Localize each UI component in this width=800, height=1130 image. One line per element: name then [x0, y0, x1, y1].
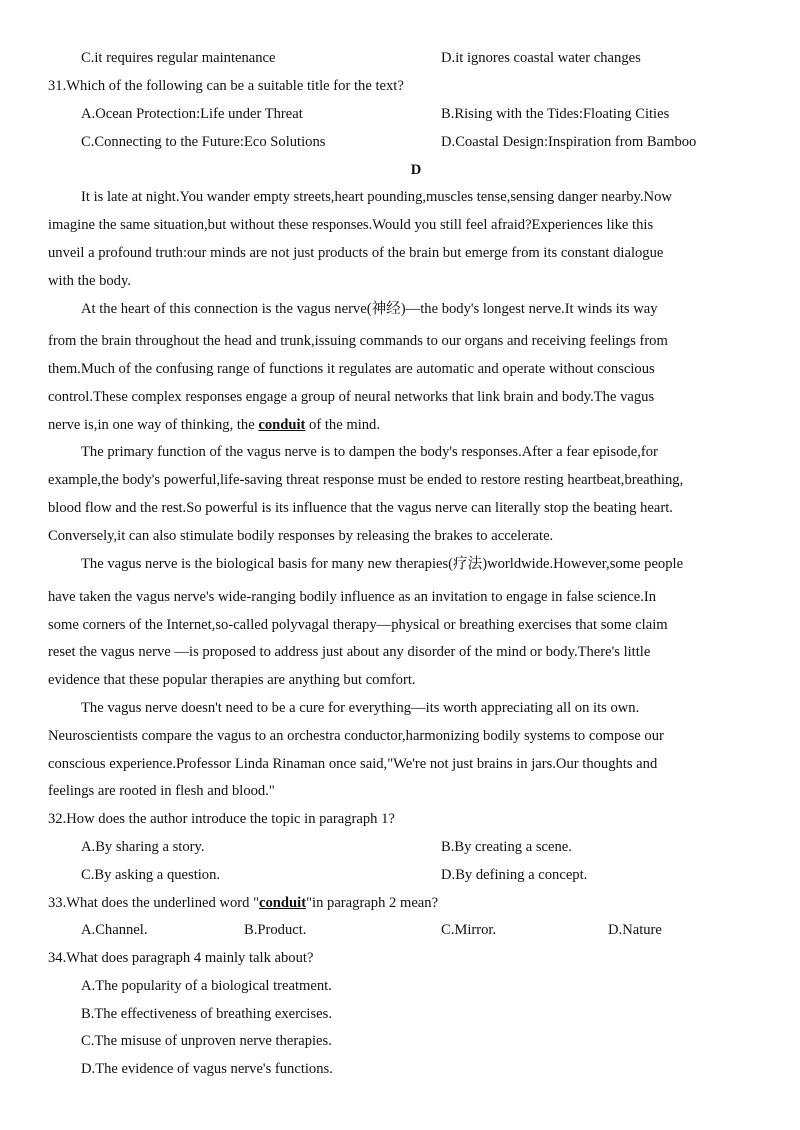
p2-text-after: of the mind. [305, 417, 380, 433]
q32-option-a: A.By sharing a story. [81, 839, 205, 855]
q33-question [48, 894, 438, 912]
q31-option-d: D.Coastal Design:Inspiration from Bamboo [441, 134, 697, 150]
q34-option-c: C.The misuse of unproven nerve therapies. [81, 1033, 332, 1049]
p4-line: some corners of the Internet,so-called polyvagal therapy—physical or breathing exercises that some claim [48, 617, 668, 633]
p1-line: unveil a profound truth:our minds are not just products of the brain but emerge from its constant dialogue [48, 245, 664, 261]
p2-line: from the brain throughout the head and trunk,issuing commands to our organs and receiving feelings from [48, 333, 668, 349]
q31-question: 31.Which of the following can be a suitable title for the text? [48, 78, 404, 94]
underlined-word-conduit: conduit [258, 417, 306, 433]
p1-line: imagine the same situation,but without these responses.Would you still feel afraid?Experiences like this [48, 217, 654, 233]
p3-line: example,the body's powerful,life-saving threat response must be ended to restore resting heartbeat,breathing, [48, 472, 684, 488]
p5-line: feelings are rooted in flesh and blood." [48, 783, 275, 799]
p3-line: The primary function of the vagus nerve is to dampen the body's responses.After a fear episode,for [81, 444, 658, 460]
p2-line: them.Much of the confusing range of functions it regulates are automatic and operate without conscious [48, 361, 655, 377]
q31-option-b: B.Rising with the Tides:Floating Cities [441, 106, 670, 122]
p5-line: The vagus nerve doesn't need to be a cure for everything—its worth appreciating all on its own. [81, 700, 640, 716]
q34-question: 34.What does paragraph 4 mainly talk about? [48, 950, 314, 966]
q33-option-d: D.Nature [608, 922, 662, 938]
p5-line: conscious experience.Professor Linda Rinaman once said,"We're not just brains in jars.Our thoughts and [48, 756, 658, 772]
q33-text-after: "in paragraph 2 mean? [306, 895, 439, 911]
p1-line: It is late at night.You wander empty streets,heart pounding,muscles tense,sensing danger nearby.Now [81, 189, 672, 205]
q32-option-b: B.By creating a scene. [441, 839, 572, 855]
p2-text-before: nerve is,in one way of thinking, the [48, 417, 259, 433]
p4-line: have taken the vagus nerve's wide-ranging bodily influence as an invitation to engage in false science.In [48, 589, 657, 605]
q34-option-a: A.The popularity of a biological treatment. [81, 978, 332, 994]
q32-option-d: D.By defining a concept. [441, 867, 588, 883]
p4-line: The vagus nerve is the biological basis for many new therapies(疗法)worldwide.However,some people [81, 556, 684, 572]
q31-option-c: C.Connecting to the Future:Eco Solutions [81, 134, 326, 150]
q33-option-a: A.Channel. [81, 922, 148, 938]
p3-line: blood flow and the rest.So powerful is its influence that the vagus nerve can literally stop the beating heart. [48, 500, 673, 516]
q34-option-b: B.The effectiveness of breathing exercises. [81, 1006, 332, 1022]
q30-option-d: D.it ignores coastal water changes [441, 50, 641, 66]
p3-line: Conversely,it can also stimulate bodily responses by releasing the brakes to accelerate. [48, 528, 554, 544]
section-title: D [410, 162, 422, 178]
p5-line: Neuroscientists compare the vagus to an orchestra conductor,harmonizing bodily systems to compose our [48, 728, 664, 744]
q30-option-c: C.it requires regular maintenance [81, 50, 276, 66]
q33-text-before: 33.What does the underlined word " [48, 895, 260, 911]
p2-line: control.These complex responses engage a group of neural networks that link brain and body.The vagus [48, 389, 655, 405]
p2-line: At the heart of this connection is the vagus nerve(神经)—the body's longest nerve.It winds its way [81, 301, 658, 317]
q33-underlined-word: conduit [259, 895, 307, 911]
q31-option-a: A.Ocean Protection:Life under Threat [81, 106, 303, 122]
q32-option-c: C.By asking a question. [81, 867, 221, 883]
p4-line: evidence that these popular therapies are anything but comfort. [48, 672, 416, 688]
q33-option-c: C.Mirror. [441, 922, 497, 938]
q32-question: 32.How does the author introduce the topic in paragraph 1? [48, 811, 395, 827]
p1-line: with the body. [48, 273, 131, 289]
q33-option-b: B.Product. [244, 922, 307, 938]
q34-option-d: D.The evidence of vagus nerve's functions. [81, 1061, 333, 1077]
p2-line [48, 416, 380, 434]
p4-line: reset the vagus nerve —is proposed to address just about any disorder of the mind or body.There's little [48, 644, 651, 660]
